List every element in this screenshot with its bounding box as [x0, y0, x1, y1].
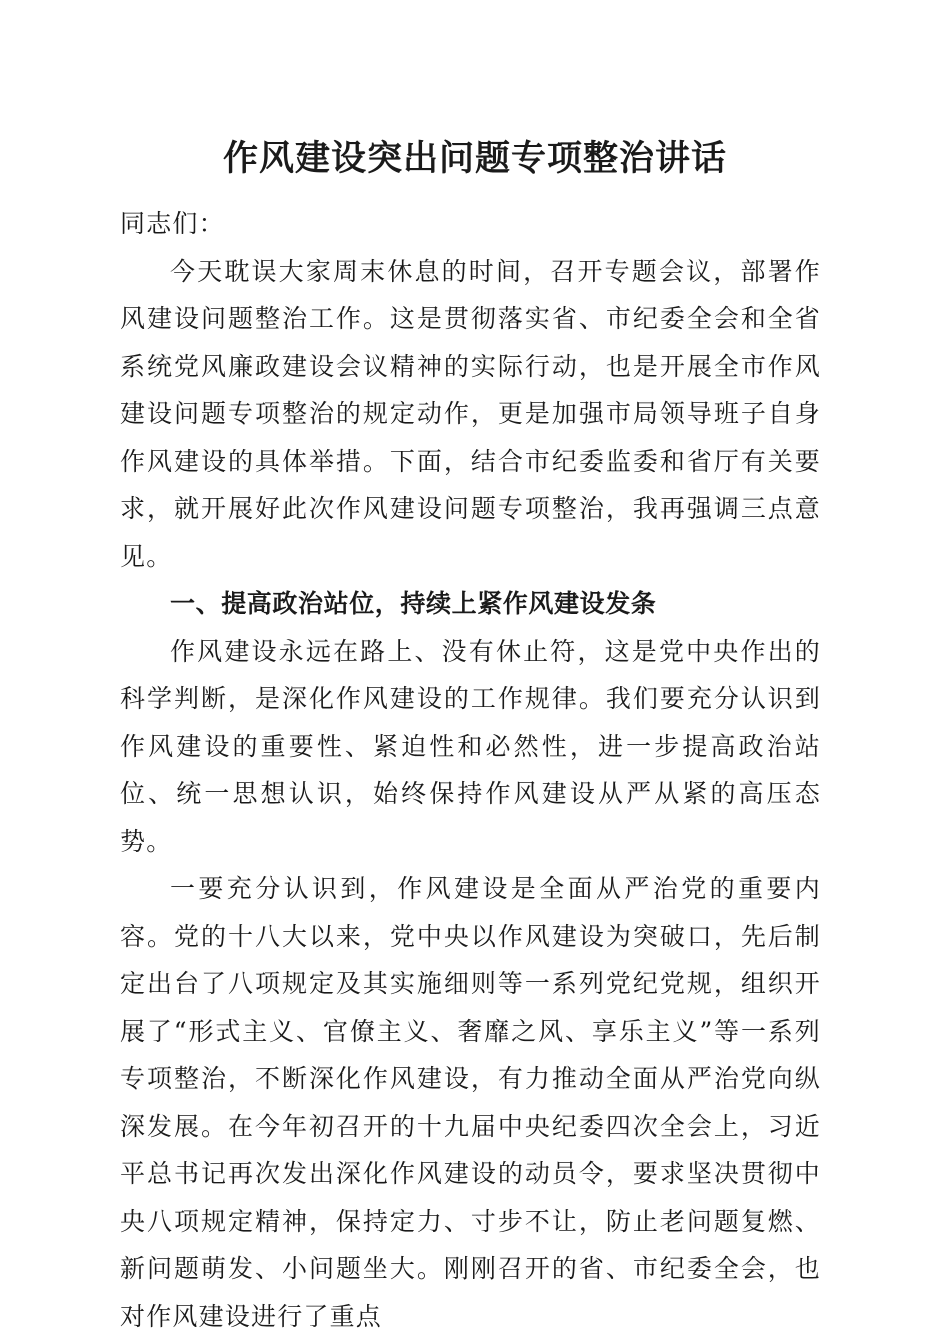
document-title: 作风建设突出问题专项整治讲话 — [222, 138, 727, 179]
section-heading-1: 一、提高政治站位，持续上紧作风建设发条 — [170, 589, 657, 618]
section1-paragraph-1: 作风建设永远在路上、没有休止符，这是党中央作出的科学判断，是深化作风建设的工作规律。我们要充分认识到作风建设的重要性、紧迫性和必然性，进一步提高政治站位、统一思想认识，始终保持作风建设从严从紧的高压态势。 — [120, 636, 821, 856]
salutation: 同志们： — [120, 209, 225, 238]
section1-paragraph-2: 一要充分认识到，作风建设是全面从严治党的重要内容。党的十八大以来，党中央以作风建设为突破口，先后制定出台了八项规定及其实施细则等一系列党纪党规，组织开展了“形式主义、官僚主义、奢靡之风、享乐主义”等一系列专项整治，不断深化作风建设，有力推动全面从严治党向纵深发展。在今年初召开的十九届中央纪委四次全会上，习近平总书记再次发出深化作风建设的动员令，要求坚决贯彻中央八项规定精神，保持定力、寸步不让，防止老问题复燃、新问题萌发、小问题坐大。刚刚召开的省、市纪委全会，也对作风建设进行了重点 — [120, 874, 821, 1331]
document-body — [120, 200, 821, 1340]
intro-paragraph: 今天耽误大家周末休息的时间，召开专题会议，部署作风建设问题整治工作。这是贯彻落实省、市纪委全会和全省系统党风廉政建设会议精神的实际行动，也是开展全市作风建设问题专项整治的规定动作，更是加强市局领导班子自身作风建设的具体举措。下面，结合市纪委监委和省厅有关要求，就开展好此次作风建设问题专项整治，我再强调三点意见。 — [120, 256, 821, 571]
